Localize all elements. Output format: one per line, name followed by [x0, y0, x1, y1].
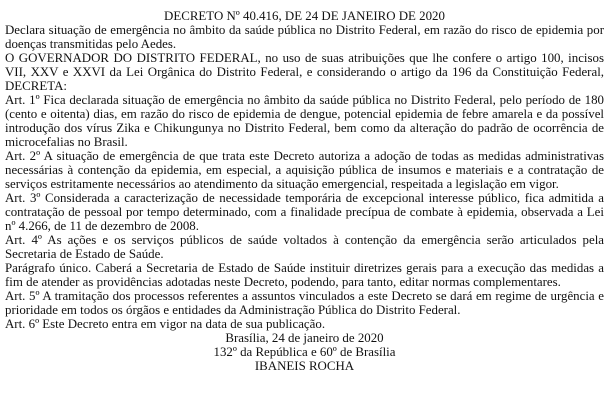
- article-2: Art. 2º A situação de emergência de que trata este Decreto autoriza a adoção de todas as medidas administrativas necessárias à contenção da epidemia, em especial, a aquisição pública de insumos e materiais e a contratação de serviços estritamente necessários ao atendimento da situação emergencial, respeitada a legislação em vigor.: [5, 149, 604, 191]
- decree-title: DECRETO Nº 40.416, DE 24 DE JANEIRO DE 2020: [164, 9, 445, 23]
- article-5: Art. 5º A tramitação dos processos referentes a assuntos vinculados a este Decreto se dará em regime de urgência e prioridade em todos os órgãos e entidades da Administração Pública do Distrito Federal.: [5, 289, 604, 317]
- decree-preamble: O GOVERNADOR DO DISTRITO FEDERAL, no uso de suas atribuições que lhe confere o artigo 100, incisos VII, XXV e XXVI da Lei Orgânica do Distrito Federal, e considerando o artigo da 196 da Constituição Federal, DECRETA:: [5, 51, 604, 93]
- article-4: Art. 4º As ações e os serviços públicos de saúde voltados à contenção da emergência serão articulados pela Secretaria de Estado de Saúde.: [5, 233, 604, 261]
- signatory: IBANEIS ROCHA: [254, 359, 355, 373]
- decree-summary: Declara situação de emergência no âmbito da saúde pública no Distrito Federal, em razão do risco de epidemia por doenças transmitidas pelo Aedes.: [5, 23, 604, 51]
- article-6: Art. 6º Este Decreto entra em vigor na data de sua publicação.: [5, 317, 326, 331]
- article-4-sole-paragraph: Parágrafo único. Caberá a Secretaria de Estado de Saúde instituir diretrizes gerais para a execução das medidas a fim de atender as providências adotadas neste Decreto, podendo, para tanto, editar normas complementares.: [5, 261, 604, 289]
- article-3: Art. 3º Considerada a caracterização de necessidade temporária de excepcional interesse público, fica admitida a contratação de pessoal por tempo determinado, com a finalidade precípua de combate à epidemia, observada a Lei nº 4.266, de 11 de dezembro de 2008.: [5, 191, 604, 233]
- article-1: Art. 1º Fica declarada situação de emergência no âmbito da saúde pública no Distrito Federal, pelo período de 180 (cento e oitenta) dias, em razão do risco de epidemia de dengue, potencial epidemia de febre amarela e da possível introdução dos vírus Zika e Chikungunya no Distrito Federal, bem como da alteração do padrão de ocorrência de microcefalias no Brasil.: [5, 93, 604, 149]
- anniversary-line: 132º da República e 60º de Brasília: [213, 345, 396, 359]
- place-date: Brasília, 24 de janeiro de 2020: [225, 331, 384, 345]
